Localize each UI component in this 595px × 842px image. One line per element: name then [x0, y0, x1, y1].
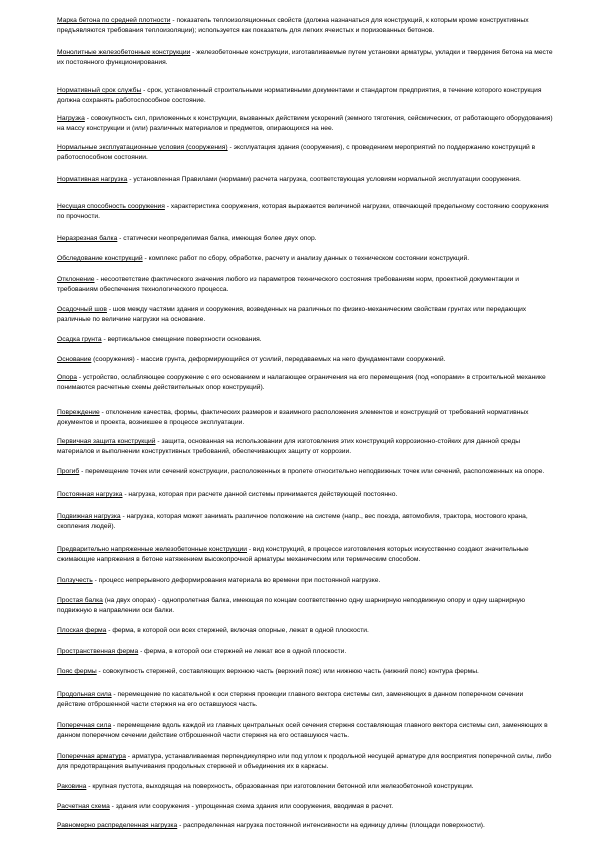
glossary-term: Пространственная ферма: [57, 648, 139, 655]
glossary-term: Нормативная нагрузка: [57, 176, 128, 183]
glossary-definition: - шов между частями здания и сооружения, возведенных на различных по физико-механическим свойствам грунтах или передающих различные по величине нагрузки на основание.: [57, 306, 527, 324]
glossary-definition: - защита, основанная на использовании для изготовления этих конструкций коррозионно-стойких для данной среды материалов и выполнении конструктивных требований, обеспечивающих защиту от коррозии.: [57, 438, 521, 456]
glossary-term: Предварительно напряженные железобетонные конструкции: [57, 546, 247, 553]
glossary-entry: [57, 467, 553, 477]
glossary-term: Неразрезная балка: [57, 235, 118, 242]
glossary-entry: [57, 821, 553, 831]
glossary-term: Нормальные эксплуатационные условия (сооружения): [57, 144, 228, 151]
glossary-term: Осадка грунта: [57, 336, 102, 343]
glossary-definition: (на двух опорах) - однопролетная балка, имеющая по концам соответственно одну шарнирную неподвижную опору и одну шарнирную подвижную в направлении оси балки.: [57, 597, 526, 615]
glossary-entry: [57, 305, 553, 326]
glossary-definition: - комплекс работ по сбору, обработке, расчету и анализу данных о техническом состоянии конструкций.: [142, 255, 470, 262]
glossary-term: Монолитные железобетонные конструкции: [57, 49, 191, 56]
glossary-entry: [57, 16, 553, 37]
glossary-term: Простая балка: [57, 597, 103, 604]
glossary-term: Марка бетона по средней плотности: [57, 17, 171, 24]
glossary-definition: - совокупность сил, приложенных к конструкции, вызванных действием ускорений (земного тяготения, сейсмических, от работающего оборудования) на массу конструкции и (или) различных материалов и предметов, опирающихся на нее.: [57, 115, 553, 133]
glossary-entry: [57, 373, 553, 394]
glossary-term: Поперечная арматура: [57, 753, 126, 760]
glossary-definition: - перемещение по касательной к оси стержня проекции главного вектора системы сил, заменяющих в данном поперечном сечении действие отброшенной части стержня на его оставшуюся часть.: [57, 691, 524, 709]
glossary-term: Несущая способность сооружения: [57, 203, 165, 210]
glossary-definition: - установленная Правилами (нормами) расчета нагрузка, соответствующая условиям нормальной эксплуатации сооружения.: [127, 176, 521, 183]
glossary-entry: [57, 752, 553, 773]
glossary-term: Плоская ферма: [57, 627, 107, 634]
glossary-definition: - показатель теплоизоляционных свойств (должна назначаться для конструкций, к которым кроме конструктивных предъявляются требования теплоизоляции); используется как показатель для легких ячеистых и поризованных бетонов.: [57, 17, 529, 35]
glossary-definition: - распределенная нагрузка постоянной интенсивности на единицу длины (площади поверхности).: [177, 822, 485, 829]
glossary-term: Прогиб: [57, 468, 80, 475]
glossary-term: Продольная сила: [57, 691, 112, 698]
glossary-term: Раковина: [57, 783, 87, 790]
glossary-definition: - характеристика сооружения, которая выражается величиной нагрузки, отвечающей предельному состоянию сооружения по прочности.: [57, 203, 549, 221]
glossary-definition: - статически неопределимая балка, имеющая более двух опор.: [117, 235, 317, 242]
glossary-entry: [57, 545, 553, 566]
glossary-term: Обследование конструкций: [57, 255, 143, 262]
glossary-term: Расчетная схема: [57, 803, 110, 810]
glossary-definition: - несоответствие фактического значения любого из параметров технического состояния требованиям норм, проектной документации и требованиям обеспечения технологического процесса.: [57, 276, 519, 294]
glossary-definition: - железобетонные конструкции, изготавливаемые путем установки арматуры, укладки и твердения бетона на месте их постоянного функционирования.: [57, 49, 553, 67]
glossary-entry: [57, 782, 553, 792]
glossary-term: Первичная защита конструкций: [57, 438, 156, 445]
glossary-term: Ползучесть: [57, 577, 93, 584]
glossary-definition: - срок, установленный строительными нормативными документами и стандартом предприятия, в течение которого конструкция должна сохранять работоспособное состояние.: [57, 87, 542, 105]
glossary-entry: [57, 802, 553, 812]
glossary-definition: - устройство, ослабляющее сооружение с его основанием и налагающее ограничения на его перемещения (под «опорами» в строительной механике понимаются расчетные схемы действительных опор конструкций).: [57, 374, 546, 392]
glossary-term: Постоянная нагрузка: [57, 491, 123, 498]
glossary-entry: [57, 667, 553, 677]
glossary-entry: [57, 234, 553, 244]
glossary-definition: - процесс непрерывного деформирования материала во времени при постоянной нагрузке.: [92, 577, 381, 584]
glossary-term: Повреждение: [57, 409, 100, 416]
glossary-entry: [57, 576, 553, 586]
glossary-term: Нагрузка: [57, 115, 85, 122]
glossary-entry: [57, 408, 553, 429]
glossary-entry: [57, 355, 553, 365]
glossary-entry: [57, 48, 553, 69]
glossary-term: Основание: [57, 356, 92, 363]
glossary-entry: [57, 512, 553, 533]
glossary-definition: - арматура, устанавливаемая перпендикулярно или под углом к продольной несущей арматуре для восприятия поперечной силы, либо для предотвращения выпучивания продольных стержней и объединения их в каркасы.: [57, 753, 552, 771]
glossary-definition: - нагрузка, которая при расчете данной системы принимается действующей постоянно.: [122, 491, 398, 498]
glossary-definition: - отклонение качества, формы, фактических размеров и взаимного расположения элементов и конструкций от требований нормативных документов и проекта, возникшее в процессе эксплуатации.: [57, 409, 529, 427]
glossary-entry: [57, 114, 553, 135]
glossary-definition: - эксплуатация здания (сооружения), с проведением мероприятий по поддержанию конструкций в работоспособном состоянии.: [57, 144, 536, 162]
glossary-entry: [57, 626, 553, 636]
glossary-entry: [57, 202, 553, 223]
glossary-definition: - совокупность стержней, составляющих верхнюю часть (верхний пояс) или нижнюю часть (нижний пояс) контура фермы.: [96, 668, 479, 675]
glossary-term: Отклонение: [57, 276, 95, 283]
glossary-definition: - вертикальное смещение поверхности основания.: [101, 336, 262, 343]
glossary-entry: [57, 596, 553, 617]
glossary-entry: [57, 647, 553, 657]
glossary-entry: [57, 175, 553, 185]
glossary-term: Пояс фермы: [57, 668, 97, 675]
glossary-definition: - нагрузка, которая может занимать различное положение на системе (напр., вес поезда, автомобиля, трактора, мостового крана, скопления людей).: [57, 513, 528, 531]
glossary-entry: [57, 143, 553, 164]
glossary-term: Равномерно распределенная нагрузка: [57, 822, 178, 829]
glossary-entry: [57, 86, 553, 107]
glossary-entry: [57, 254, 553, 264]
glossary-term: Поперечная сила: [57, 722, 112, 729]
glossary-term: Подвижная нагрузка: [57, 513, 121, 520]
glossary-entry: [57, 335, 553, 345]
glossary-definition: (сооружения) - массив грунта, деформирующийся от усилий, передаваемых на него фундаментами сооружений.: [91, 356, 446, 363]
glossary-entry: [57, 721, 553, 742]
glossary-definition: - крупная пустота, выходящая на поверхность, образованная при изготовлении бетонной или железобетонной конструкции.: [86, 783, 474, 790]
glossary-entry: [57, 690, 553, 711]
glossary-entry: [57, 275, 553, 296]
glossary-definition: - ферма, в которой оси всех стержней, включая опорные, лежат в одной плоскости.: [106, 627, 369, 634]
glossary-definition: - перемещение вдоль каждой из главных центральных осей сечения стержня составляющая главного вектора системы сил, заменяющих в данном поперечном сечении действие отброшенной части стержня на его оставшуюся часть.: [57, 722, 548, 740]
glossary-term: Опора: [57, 374, 77, 381]
glossary-entry: [57, 437, 553, 458]
glossary-definition: - перемещение точек или сечений конструкции, расположенных в пролете относительно неподвижных точек или сечений, расположенных на опоре.: [79, 468, 545, 475]
glossary-definition: - здания или сооружения - упрощенная схема здания или сооружения, вводимая в расчет.: [109, 803, 394, 810]
glossary-definition: - ферма, в которой оси стержней не лежат все в одной плоскости.: [138, 648, 347, 655]
glossary-entry: [57, 490, 553, 500]
glossary-term: Нормативный срок службы: [57, 87, 142, 94]
glossary-term: Осадочный шов: [57, 306, 107, 313]
glossary-definition: - вид конструкций, в процессе изготовления которых искусственно создают значительные сжимающие напряжения в бетоне натяжением высокопрочной арматуры механическим или термическим способом.: [57, 546, 529, 564]
